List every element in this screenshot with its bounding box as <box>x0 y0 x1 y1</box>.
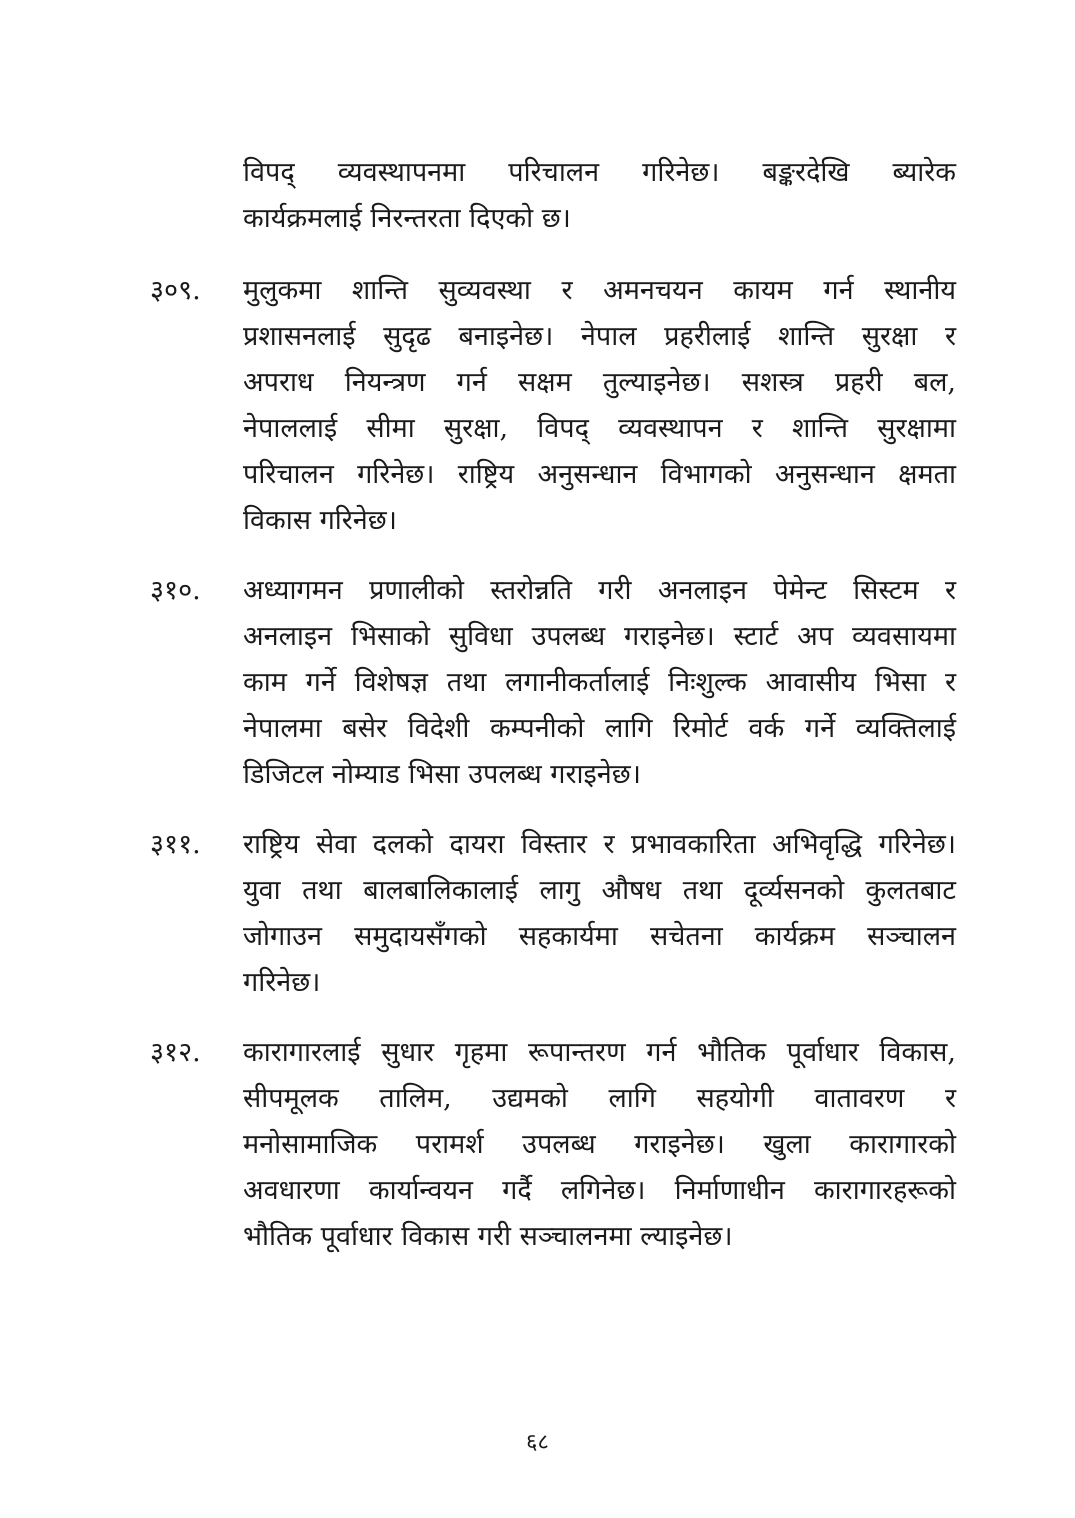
text-line: कार्यक्रमलाई निरन्तरता दिएको छ। <box>243 203 571 234</box>
text-line: राष्ट्रिय सेवा दलको दायरा विस्तार र प्रभावकारिता अभिवृद्धि गरिनेछ। <box>243 829 956 860</box>
text-line: विकास गरिनेछ। <box>243 505 397 536</box>
text-line: गरिनेछ। <box>243 967 321 998</box>
text-line: कारागारलाई सुधार गृहमा रूपान्तरण गर्न भौतिक पूर्वाधार विकास, <box>243 1037 956 1068</box>
text-line: जोगाउन समुदायसँगको सहकार्यमा सचेतना कार्यक्रम सञ्चालन <box>243 921 956 952</box>
paragraph-text <box>243 1030 956 1260</box>
text-line: नेपालमा बसेर विदेशी कम्पनीको लागि रिमोर्ट वर्क गर्ने व्यक्तिलाई <box>243 713 956 744</box>
paragraph-text <box>243 822 956 1006</box>
paragraph-number: ३१२. <box>150 1037 201 1068</box>
paragraph-number: ३११. <box>150 829 201 860</box>
paragraph-number: ३१०. <box>150 575 201 606</box>
text-line: सीपमूलक तालिम, उद्यमको लागि सहयोगी वातावरण र <box>243 1083 956 1114</box>
text-line: युवा तथा बालबालिकालाई लागु औषध तथा दूर्व्यसनको कुलतबाट <box>243 875 956 906</box>
page-number: ६८ <box>526 1430 549 1455</box>
text-line: अध्यागमन प्रणालीको स्तरोन्नति गरी अनलाइन पेमेन्ट सिस्टम र <box>243 575 956 606</box>
text-line: मनोसामाजिक परामर्श उपलब्ध गराइनेछ। खुला कारागारको <box>243 1129 956 1160</box>
text-line: नेपाललाई सीमा सुरक्षा, विपद् व्यवस्थापन र शान्ति सुरक्षामा <box>243 413 956 444</box>
text-line: डिजिटल नोम्याड भिसा उपलब्ध गराइनेछ। <box>243 759 641 790</box>
text-line: अपराध नियन्त्रण गर्न सक्षम तुल्याइनेछ। सशस्त्र प्रहरी बल, <box>243 367 956 398</box>
text-line: अवधारणा कार्यान्वयन गर्दै लगिनेछ। निर्माणाधीन कारागारहरूको <box>243 1175 956 1206</box>
text-line: भौतिक पूर्वाधार विकास गरी सञ्चालनमा ल्याइनेछ। <box>243 1221 733 1252</box>
paragraph-text <box>243 150 956 242</box>
paragraph-number: ३०९. <box>150 275 201 306</box>
paragraph-text <box>243 568 956 798</box>
text-line: विपद् व्यवस्थापनमा परिचालन गरिनेछ। बङ्करदेखि ब्यारेक <box>243 157 956 188</box>
text-line: प्रशासनलाई सुदृढ बनाइनेछ। नेपाल प्रहरीलाई शान्ति सुरक्षा र <box>243 321 956 352</box>
paragraph-text <box>243 268 956 544</box>
text-line: काम गर्ने विशेषज्ञ तथा लगानीकर्तालाई निःशुल्क आवासीय भिसा र <box>243 667 956 698</box>
text-line: परिचालन गरिनेछ। राष्ट्रिय अनुसन्धान विभागको अनुसन्धान क्षमता <box>243 459 956 490</box>
text-line: अनलाइन भिसाको सुविधा उपलब्ध गराइनेछ। स्टार्ट अप व्यवसायमा <box>243 621 956 652</box>
text-line: मुलुकमा शान्ति सुव्यवस्था र अमनचयन कायम गर्न स्थानीय <box>243 275 956 306</box>
